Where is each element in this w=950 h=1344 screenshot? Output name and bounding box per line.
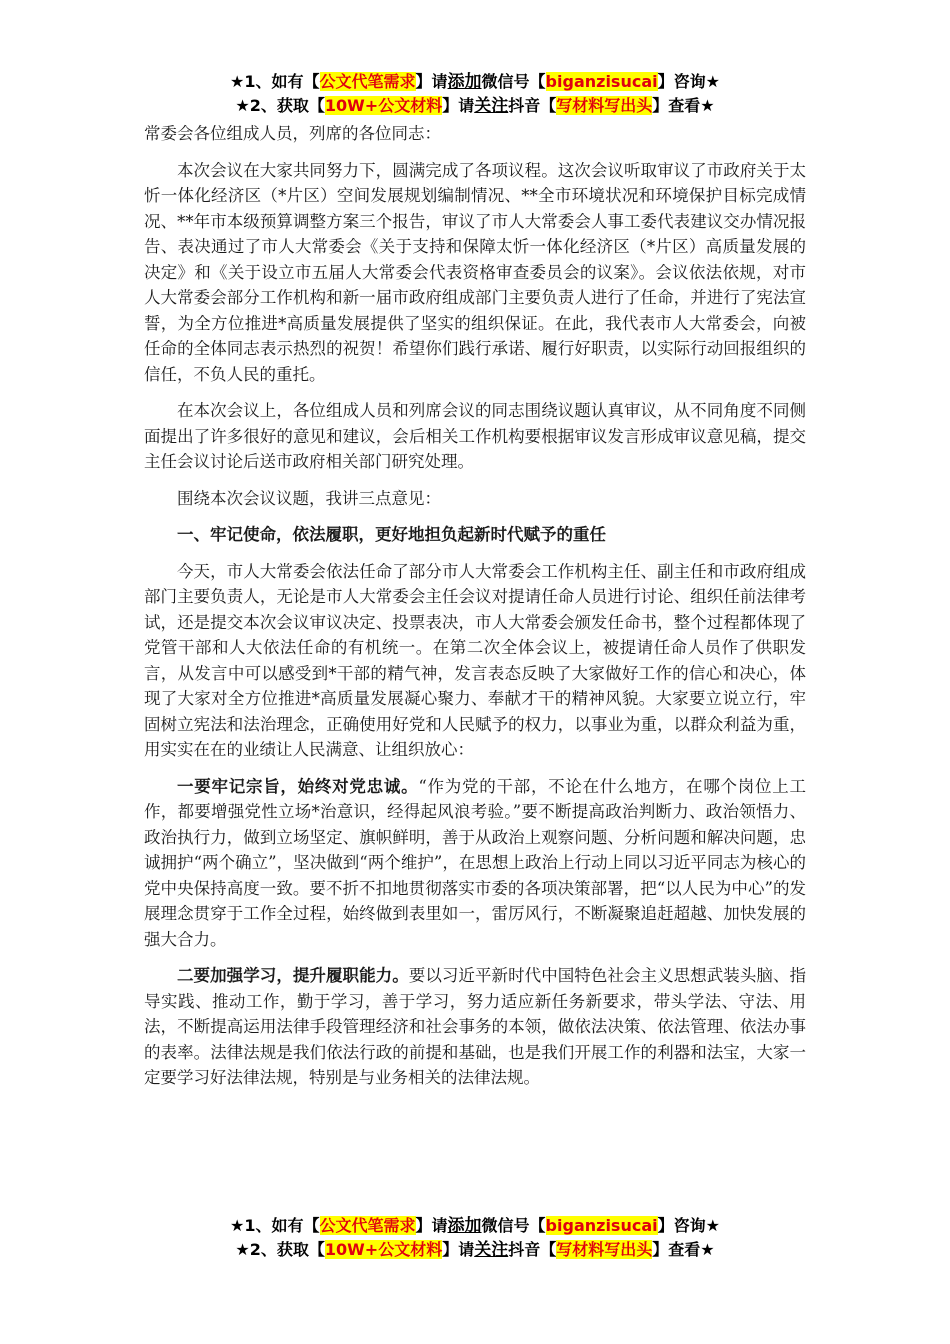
promo-line-1: ★1、如有【公文代笔需求】请添加微信号【biganzisucai】咨询★ — [230, 1216, 720, 1236]
highlight-service: 公文代笔需求 — [319, 72, 416, 91]
paragraph-4: 今天，市人大常委会依法任命了部分市人大常委会工作机构主任、副主任和市政府组成部门主要负责人，无论是市人大常委会主任会议对提请任命人员进行讨论、组织任前法律考试，还是提交本次会议审议决定、投票表决，市人大常委会颁发任命书，整个过程都体现了党管干部和人大依法任命的有机统一。在第二次全体会议上，被提请任命人员作了供职发言，从发言中可以感受到*干部的精气神，发言表态反映了大家做好工作的信心和决心，体现了大家对全方位推进*高质量发展凝心聚力、奉献才干的精神风貌。大家要立说立行，牢固树立宪法和法治理念，正确使用好党和人民赋予的权力，以事业为重，以群众利益为重，用实实在在的业绩让人民满意、让组织放心： — [144, 561, 806, 759]
promo-banner-top — [0, 70, 950, 118]
salutation: 常委会各位组成人员，列席的各位同志： — [144, 124, 441, 143]
paragraph-6 — [144, 963, 806, 1091]
promo-line-2: ★2、获取【10W+公文材料】请关注抖音【写材料写出头】查看★ — [235, 96, 715, 116]
document-body — [144, 121, 806, 1102]
paragraph-5 — [144, 774, 806, 953]
paragraph-6-text: 要以习近平新时代中国特色社会主义思想武装头脑、指导实践、推动工作，勤于学习，善于学习，努力适应新任务新要求，带头学法、守法、用法，不断提高运用法律手段管理经济和社会事务的本领，做依法决策、依法管理、依法办事的表率。法律法规是我们依法行政的前提和基础，也是我们开展工作的利器和法宝，大家一定要学习好法律法规，特别是与业务相关的法律法规。 — [144, 966, 807, 1087]
section-heading-1: 一、牢记使命，依法履职，更好地担负起新时代赋予的重任 — [177, 525, 606, 544]
highlight-wechat-id: biganzisucai — [545, 72, 658, 91]
highlight-douyin-account: 写材料写出头 — [556, 96, 653, 115]
paragraph-1: 本次会议在大家共同努力下，圆满完成了各项议程。这次会议听取审议了市政府关于太忻一体化经济区（*片区）空间发展规划编制情况、**全市环境状况和环境保护目标完成情况、**年市本级预算调整方案三个报告，审议了市人大常委会人事工委代表建议交办情况报告、表决通过了市人大常委会《关于支持和保障太忻一体化经济区（*片区）高质量发展的决定》和《关于设立市五届人大常委会代表资格审查委员会的议案》。会议依法依规，对市人大常委会部分工作机构和新一届市政府组成部门主要负责人进行了任命，并进行了宪法宣誓，为全方位推进*高质量发展提供了坚实的组织保证。在此，我代表市人大常委会，向被任命的全体同志表示热烈的祝贺！希望你们践行承诺、履行好职责，以实际行动回报组织的信任，不负人民的重托。 — [144, 160, 806, 384]
highlight-douyin-account: 写材料写出头 — [556, 1240, 653, 1259]
paragraph-3: 围绕本次会议议题，我讲三点意见： — [177, 488, 441, 508]
highlight-materials: 10W+公文材料 — [324, 96, 443, 115]
paragraph-6-lead: 二要加强学习，提升履职能力。 — [177, 966, 409, 985]
paragraph-2: 在本次会议上，各位组成人员和列席会议的同志围绕议题认真审议，从不同角度不同侧面提出了许多很好的意见和建议，会后相关工作机构要根据审议发言形成审议意见稿，提交主任会议讨论后送市政府相关部门研究处理。 — [144, 401, 806, 471]
promo-line-1: ★1、如有【公文代笔需求】请添加微信号【biganzisucai】咨询★ — [230, 72, 720, 92]
promo-banner-bottom — [0, 1214, 950, 1262]
paragraph-5-text: “作为党的干部，不论在什么地方，在哪个岗位上工作，都要增强党性立场*治意识，经得起风浪考验。”要不断提高政治判断力、政治领悟力、政治执行力，做到立场坚定、旗帜鲜明，善于从政治上观察问题、分析问题和解决问题，忠诚拥护“两个确立”，坚决做到“两个维护”，在思想上政治上行动上同以习近平同志为核心的党中央保持高度一致。要不折不扣地贯彻落实市委的各项决策部署，把“以人民为中心”的发展理念贯穿于工作全过程，始终做到表里如一，雷厉风行，不断凝聚追赶超越、加快发展的强大合力。 — [144, 776, 807, 949]
highlight-materials: 10W+公文材料 — [324, 1240, 443, 1259]
highlight-service: 公文代笔需求 — [319, 1216, 416, 1235]
paragraph-5-lead: 一要牢记宗旨，始终对党忠诚。 — [177, 776, 419, 796]
promo-line-2: ★2、获取【10W+公文材料】请关注抖音【写材料写出头】查看★ — [235, 1240, 715, 1260]
highlight-wechat-id: biganzisucai — [545, 1216, 658, 1235]
